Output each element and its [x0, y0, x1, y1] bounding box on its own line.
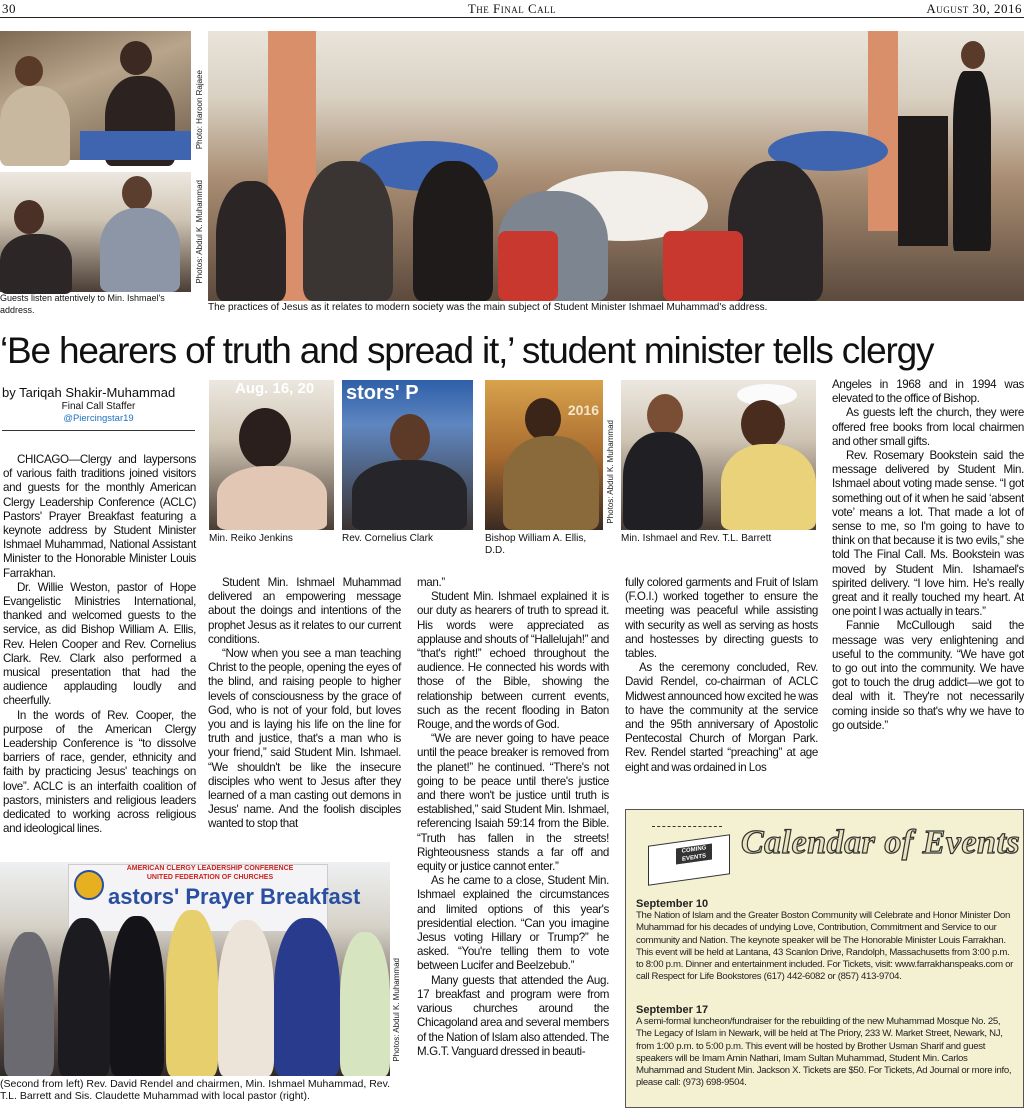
guests-photo-top	[0, 31, 191, 160]
article-column-3	[417, 576, 609, 1059]
caption-reiko-jenkins: Min. Reiko Jenkins	[209, 533, 293, 544]
calendar-event	[636, 898, 1018, 984]
caption-william-ellis: Bishop William A. Ellis, D.D.	[485, 533, 587, 556]
paragraph: Rev. Rosemary Bookstein said the message delivered by Student Min. Ishmael about voting made sense. “I got something out of it when he said ‘absent vote’ means a lot. That made a lot of sense to me, so I'm going to have to think on that because it is two evils,” she told The Final Call. Ms. Bookstein was moved by Student Min. Ishamael's spirited delivery. “I love him. He's really great and it really touched my heart. At one point I was actually in tears.”	[832, 449, 1024, 619]
banner-line-3: astors' Prayer Breakfast	[108, 884, 361, 909]
paragraph: Dr. Willie Weston, pastor of Hope Evangelistic Ministries International, thanked and welcomed guests to the service, as did Bishop William A. Ellis, Rev. Helen Cooper and Rev. Cornelius Clark. Rev. Clark also performed a musical presentation that had the audience applauding loudly and cheerfully.	[3, 580, 196, 708]
paragraph: In the words of Rev. Cooper, the purpose of the American Clergy Leadership Conference is “to dissolve barriers of race, gender, ethnicity and faith by practicing Jesus' teachings on love”. ACLC is an interfaith coalition of pastors, ministers and religious leaders dedicated to working across religious and ideological lines.	[3, 708, 196, 836]
paragraph: man.”	[417, 576, 445, 589]
twitter-handle-link[interactable]: @Piercingstar19	[63, 413, 134, 424]
main-hall-caption: The practices of Jesus as it relates to modern society was the main subject of Student Minister Ishmael Muhammad's address.	[208, 302, 768, 313]
banner-line-2: UNITED FEDERATION OF CHURCHES	[146, 874, 274, 881]
event-text: A semi-formal luncheon/fundraiser for the rebuilding of the new Muhammad Mosque No. 25, The Legacy of Islam in Newark, will be held at The Priory, 233 W. Market Street, Newark, NJ, from 1:00 p.m. to 5:00 p.m. This event will be hosted by Brother Usman Sharif and guest speakers will be Imam Amin Nathari, Imam Sultan Muhammad, Student Min. Carlos Muhammad and Student Min. Jackson X. Tickets are $50. For Tickets, Ad Journal or more info, please call: (973) 698-9504.	[636, 1016, 1012, 1089]
guests-caption: Guests listen attentively to Min. Ishmael's address.	[0, 293, 165, 315]
paragraph: Student Min. Ishmael explained it is our duty as hearers of truth to spread it. His words were appreciated as applause and shouts of “Hallelujah!” and “that's right!” echoed throughout the audience. He connected his words with those of the Bible, showing the relationship between current events, such as the recent flooding in Baton Rouge, and the words of God.	[417, 590, 609, 732]
page-header	[0, 0, 1024, 18]
paper-name: The Final Call	[467, 1, 557, 16]
article-column-2	[208, 576, 401, 832]
paragraph: “Now when you see a man teaching Christ to the people, opening the eyes of the blind, and raising people to higher levels of consciousness by the grace of God, who is not of your fold, but loves you and is laying his life on the line for truth and justice, that's a man who is your friend,” said Student Min. Ishmael. “We shouldn't be like the insecure disciples who went to Jesus after they learned of a man casting out demons in Jesus' name. And the foolish disciples wanted to stop that	[208, 647, 401, 831]
calendar-title: Calendar of Events	[741, 824, 1021, 861]
calendar-event	[636, 1004, 1018, 1090]
byline: by Tariqah Shakir-Muhammad	[2, 385, 176, 400]
group-caption: (Second from left) Rev. David Rendel and chairmen, Min. Ishmael Muhammad, Rev. T.L. Barrett and Sis. Claudette Muhammad with local pastor (right).	[0, 1078, 391, 1102]
paragraph: “We are never going to have peace until the peace breaker is removed from the planet!” he continued. “There's not going to be peace until there's justice and there won't be justice until truth is established,” said Student Min. Ishmael, referencing Isaiah 59:14 from the Bible. “Truth has fallen in the streets! Righteousness stands a far off and equity or justice cannot enter.”	[417, 732, 609, 874]
caption-cornelius-clark: Rev. Cornelius Clark	[342, 533, 433, 544]
page-number: 30	[2, 1, 16, 16]
event-date: September 10	[636, 898, 709, 910]
coming-events-label: COMING EVENTS	[676, 843, 712, 864]
photo-credit-top: Photo: Haroon Rajaee	[195, 70, 204, 150]
calendar-of-events	[625, 809, 1024, 1108]
byline-role: Final Call Staffer	[61, 401, 136, 412]
issue-date: August 30, 2016	[926, 1, 1022, 16]
photo-credit-speakers: Photos: Abdul K. Muhammad	[606, 420, 615, 524]
paragraph: Student Min. Ishmael Muhammad delivered an empowering message about the doings and intentions of the prophet Jesus as it relates to our current conditions.	[208, 576, 401, 646]
calendar-book-icon	[644, 820, 734, 886]
photo-cornelius-clark	[342, 380, 473, 530]
aclc-logo	[74, 870, 104, 900]
event-date: September 17	[636, 1004, 709, 1016]
byline-block	[2, 385, 195, 431]
paragraph: As he came to a close, Student Min. Ishmael explained the circumstances and limited options of this year's presidential election. “Can you imagine Jesus voting Hillary or Trump?” he asked. “You're telling them to vote between Lucifer and Beelzebub.”	[417, 874, 609, 973]
banner-text: 2016	[567, 402, 599, 418]
main-hall-photo	[208, 31, 1024, 301]
photo-william-ellis	[485, 380, 603, 530]
paragraph: As the ceremony concluded, Rev. David Rendel, co-chairman of ACLC Midwest announced how excited he was to have the community at the service and the 95th anniversary of Apostolic Pentecostal Church of Morgan Park. Rev. Rendel started “preaching” at age eight and was ordained in Los	[625, 661, 818, 774]
article-column-4	[625, 576, 818, 775]
caption-ishmael-barrett: Min. Ishmael and Rev. T.L. Barrett	[621, 533, 772, 544]
banner-text: Aug. 16, 20	[235, 380, 315, 397]
paragraph: As guests left the church, they were offered free books from local chairmen and other small gifts.	[832, 406, 1024, 448]
photo-credit-mid: Photos: Abdul K. Muhammad	[195, 180, 204, 284]
article-column-1	[3, 453, 196, 836]
paragraph: Angeles in 1968 and in 1994 was elevated to the office of Bishop.	[832, 378, 1024, 406]
banner-line-1: AMERICAN CLERGY LEADERSHIP CONFERENCE	[126, 865, 294, 872]
headline: ‘Be hearers of truth and spread it,’ student minister tells clergy	[0, 330, 934, 371]
article-column-5	[832, 378, 1024, 733]
paragraph: Many guests that attended the Aug. 17 breakfast and program were from various churches around the Chicagoland area and several members of the Nation of Islam also attended. The M.G.T. Vanguard dressed in beauti-	[417, 973, 609, 1058]
banner-text: stors' P	[346, 382, 419, 404]
photo-reiko-jenkins	[209, 380, 334, 530]
group-photo	[0, 862, 390, 1076]
paragraph: fully colored garments and Fruit of Islam (F.O.I.) worked together to ensure the meeting was peaceful while assisting with security as well as serving as hosts and hostesses by directing guests to tables.	[625, 576, 818, 661]
photo-ishmael-barrett	[621, 380, 816, 530]
event-text: The Nation of Islam and the Greater Boston Community will Celebrate and Honor Minister Don Muhammad for his decades of undying Love, Contribution, Commitment and Service to our community and Nation. The keynote speaker will be The Honorable Minister Louis Farrakhan. This event will be held at Lantana, 43 Scanlon Drive, Randolph, Massachusetts from 3:00 p.m. to 8:00 p.m. Dinner and entertainment included. For Tickets, visit: www.farrakhanspeaks.com or call Respect for Life Bookstores (617) 442-6082 or (857) 413-9704.	[636, 910, 1014, 983]
paragraph: Fannie McCullough said the message was very enlightening and useful to the community. “We have got to go out into the community. We have got to touch the drug addict—we got to deal with it. They're not necessarily coming inside so that's why we have to go outside.”	[832, 619, 1024, 732]
guests-photo-mid	[0, 172, 191, 292]
paragraph: CHICAGO—Clergy and laypersons of various faith traditions joined visitors and guests for the monthly American Clergy Leadership Conference (ACLC) Pastors' Prayer Breakfast featuring a keynote address by Student Minister Ishmael Muhammad, National Assistant Minister to the Honorable Minister Louis Farrakhan.	[3, 453, 196, 580]
photo-credit-group: Photos: Abdul K. Muhammad	[392, 958, 401, 1062]
